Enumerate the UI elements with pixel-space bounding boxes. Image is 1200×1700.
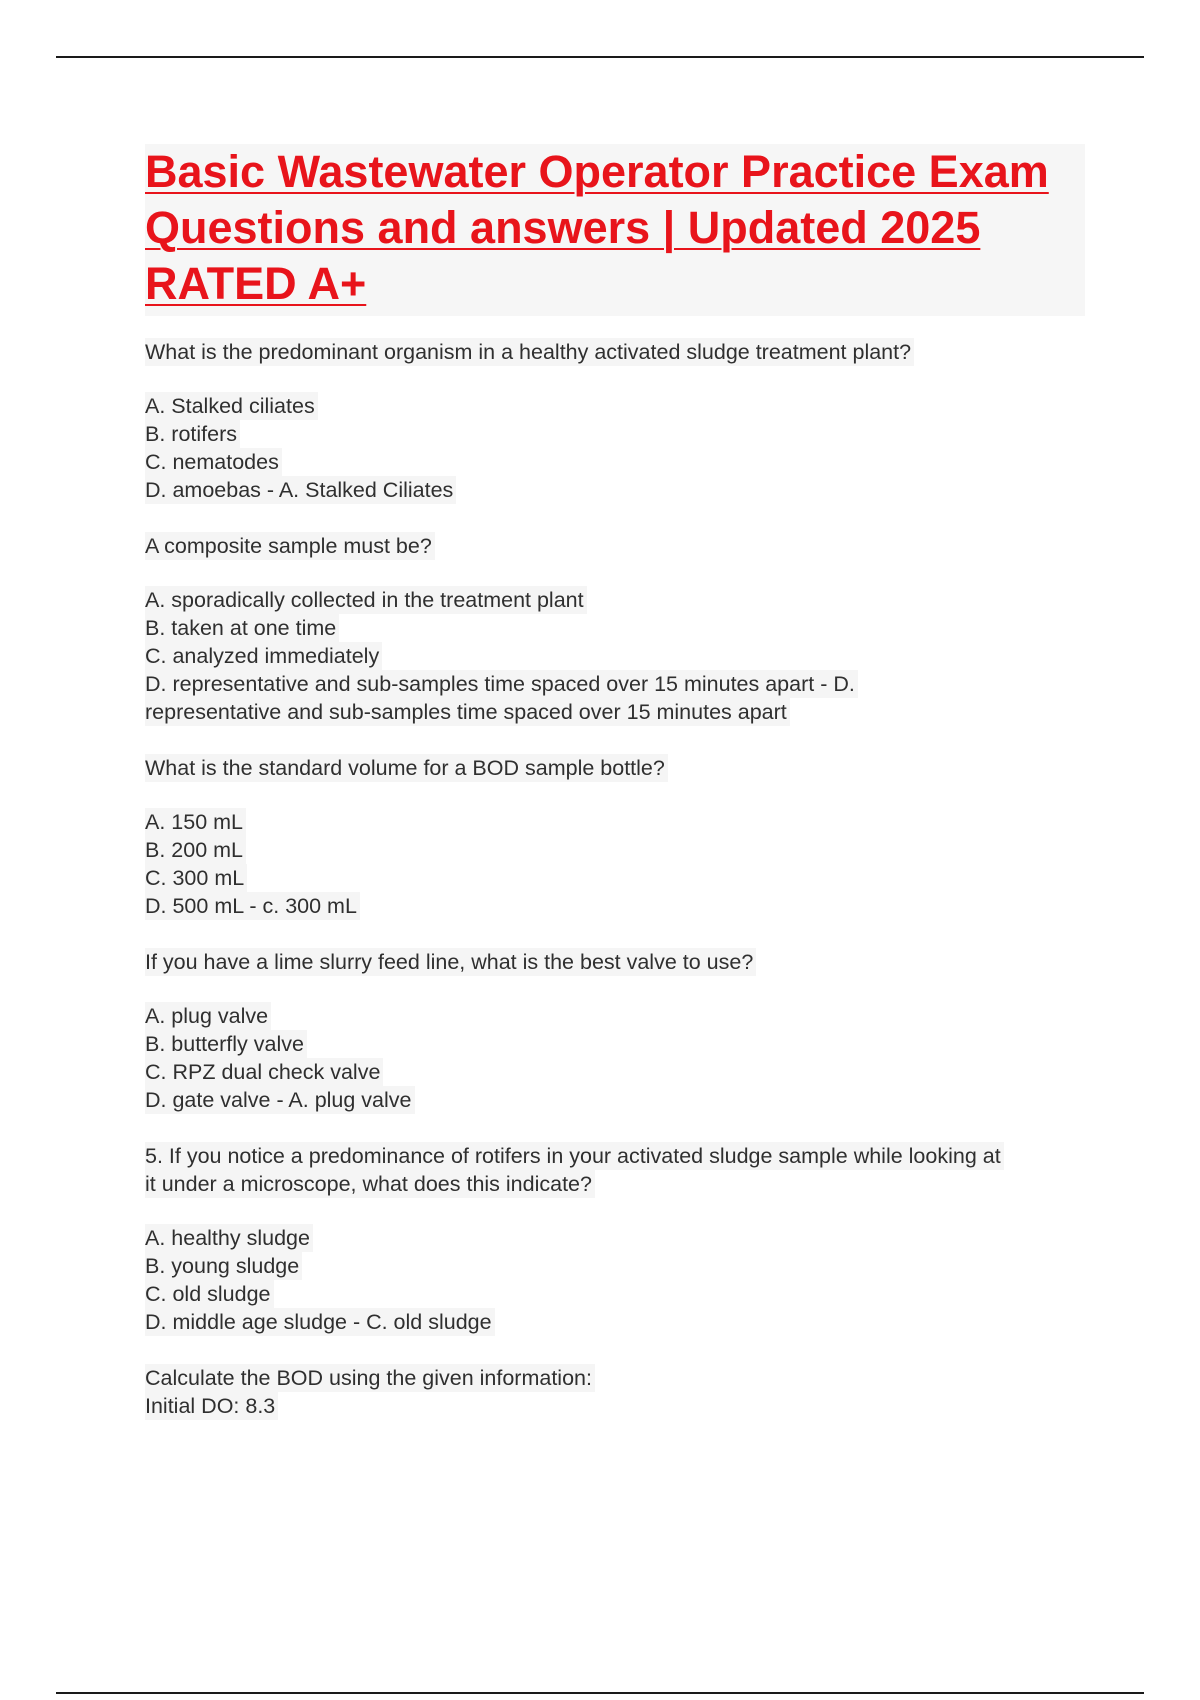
answer-option: A. 150 mL — [145, 808, 246, 836]
question-text — [145, 1364, 1085, 1420]
answer-option: C. nematodes — [145, 448, 282, 476]
answer-option: A. Stalked ciliates — [145, 392, 318, 420]
answer-options — [145, 586, 1085, 726]
question-line: 5. If you notice a predominance of rotifers in your activated sludge sample while looking at — [145, 1142, 1004, 1170]
title-box — [145, 144, 1085, 316]
answer-option: B. rotifers — [145, 420, 240, 448]
question-text — [145, 338, 1085, 366]
question-block — [145, 1142, 1085, 1336]
question-list — [145, 338, 1085, 1420]
answer-option: D. 500 mL - c. 300 mL — [145, 892, 360, 920]
answer-option: C. analyzed immediately — [145, 642, 382, 670]
answer-option: D. amoebas - A. Stalked Ciliates — [145, 476, 456, 504]
question-block — [145, 754, 1085, 920]
answer-option: C. 300 mL — [145, 864, 247, 892]
answer-option: representative and sub-samples time spaced over 15 minutes apart — [145, 698, 790, 726]
question-line: Calculate the BOD using the given information: — [145, 1364, 595, 1392]
question-text — [145, 532, 1085, 560]
question-line: it under a microscope, what does this indicate? — [145, 1170, 595, 1198]
question-line: If you have a lime slurry feed line, what is the best valve to use? — [145, 948, 756, 976]
footer-rule — [56, 1692, 1144, 1694]
question-block — [145, 1364, 1085, 1420]
question-line: What is the standard volume for a BOD sample bottle? — [145, 754, 668, 782]
answer-options — [145, 1224, 1085, 1336]
question-text — [145, 754, 1085, 782]
question-block — [145, 338, 1085, 504]
document-body — [145, 144, 1085, 1448]
question-line: A composite sample must be? — [145, 532, 435, 560]
answer-option: B. young sludge — [145, 1252, 302, 1280]
answer-options — [145, 392, 1085, 504]
answer-options — [145, 1002, 1085, 1114]
header-rule — [56, 56, 1144, 58]
question-line: What is the predominant organism in a healthy activated sludge treatment plant? — [145, 338, 914, 366]
answer-option: B. butterfly valve — [145, 1030, 307, 1058]
answer-option: A. plug valve — [145, 1002, 271, 1030]
answer-option: A. sporadically collected in the treatment plant — [145, 586, 587, 614]
answer-option: C. RPZ dual check valve — [145, 1058, 383, 1086]
answer-option: B. taken at one time — [145, 614, 339, 642]
answer-option: A. healthy sludge — [145, 1224, 313, 1252]
answer-option: C. old sludge — [145, 1280, 274, 1308]
question-line: Initial DO: 8.3 — [145, 1392, 278, 1420]
answer-option: D. representative and sub-samples time spaced over 15 minutes apart - D. — [145, 670, 858, 698]
question-text — [145, 1142, 1085, 1198]
answer-option: B. 200 mL — [145, 836, 246, 864]
answer-option: D. gate valve - A. plug valve — [145, 1086, 415, 1114]
answer-option: D. middle age sludge - C. old sludge — [145, 1308, 495, 1336]
question-text — [145, 948, 1085, 976]
question-block — [145, 532, 1085, 726]
question-block — [145, 948, 1085, 1114]
document-title[interactable]: Basic Wastewater Operator Practice Exam Questions and answers | Updated 2025 RATED A+ — [145, 146, 1049, 309]
answer-options — [145, 808, 1085, 920]
